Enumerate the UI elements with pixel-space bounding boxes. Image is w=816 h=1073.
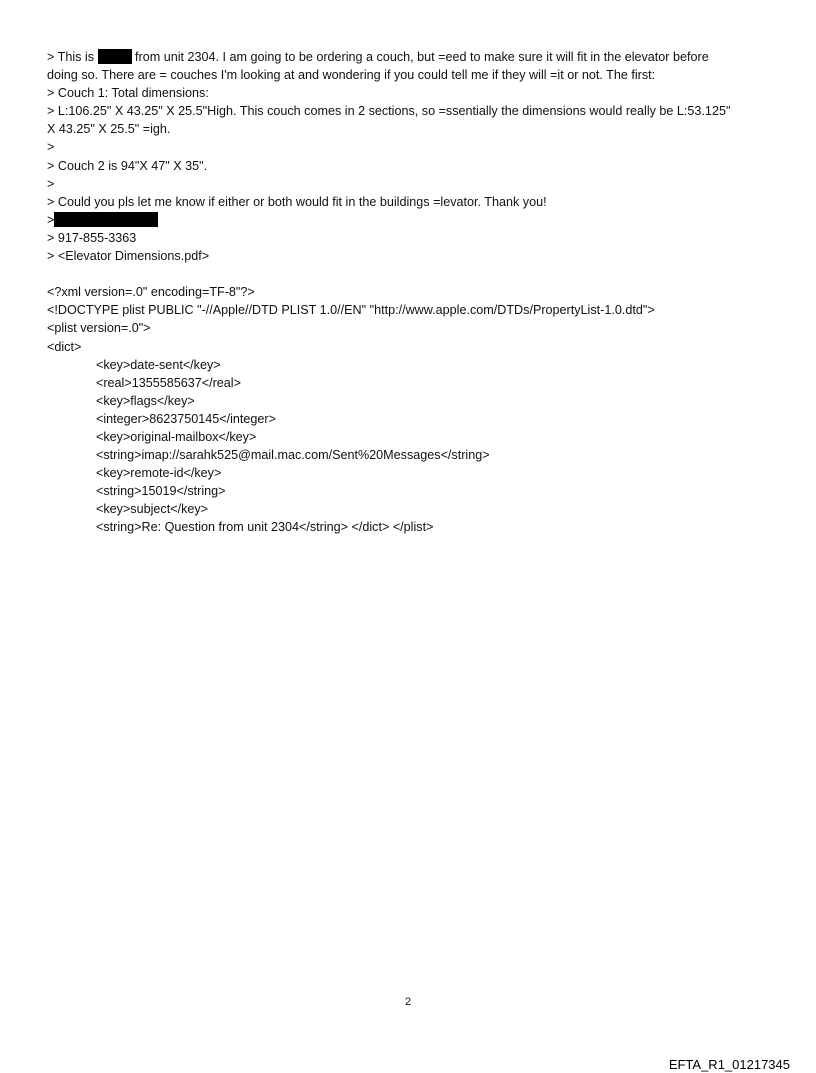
redaction-box bbox=[54, 212, 158, 227]
quoted-line-5: X 43.25" X 25.5" =igh. bbox=[47, 122, 171, 137]
quoted-line-8: > bbox=[47, 176, 55, 191]
quoted-line-7: > Couch 2 is 94"X 47" X 35". bbox=[47, 158, 208, 173]
plist-entry: <real>1355585637</real> bbox=[96, 375, 241, 390]
plist-entry: <key>date-sent</key> bbox=[96, 357, 221, 372]
plist-entry: <string>15019</string> bbox=[96, 484, 226, 499]
document-id-stamp: EFTA_R1_01217345 bbox=[668, 1057, 790, 1072]
page-number: 2 bbox=[404, 996, 412, 1008]
plist-entry: <key>subject</key> bbox=[96, 502, 209, 517]
plist-entry: <string>imap://sarahk525@mail.mac.com/Sent%20Messages</string> bbox=[96, 448, 490, 463]
quoted-line-1 bbox=[47, 48, 777, 66]
quoted-line-4: > L:106.25" X 43.25" X 25.5"High. This couch comes in 2 sections, so =ssentially the dimensions would really be L:53.125" bbox=[47, 104, 731, 119]
plist-entry: <string>Re: Question from unit 2304</string> </dict> </plist> bbox=[96, 520, 434, 535]
spacer bbox=[47, 265, 777, 283]
email-body bbox=[47, 48, 777, 537]
quoted-line-3: > Couch 1: Total dimensions: bbox=[47, 86, 209, 101]
plist-entry: <key>remote-id</key> bbox=[96, 466, 222, 481]
quoted-line-9: > Could you pls let me know if either or both would fit in the buildings =levator. Thank you! bbox=[47, 194, 547, 209]
quoted-line-11: > 917-855-3363 bbox=[47, 230, 137, 245]
quoted-line-6: > bbox=[47, 140, 55, 155]
redaction-box bbox=[98, 49, 132, 64]
plist-entry: <key>original-mailbox</key> bbox=[96, 429, 257, 444]
quoted-line-2: doing so. There are = couches I'm looking at and wondering if you could tell me if they will =it or not. The first: bbox=[47, 68, 656, 83]
quoted-text: > bbox=[47, 212, 55, 227]
quoted-line-10 bbox=[47, 211, 777, 229]
dict-open-tag: <dict> bbox=[47, 339, 82, 354]
plist-entry: <key>flags</key> bbox=[96, 393, 195, 408]
quoted-text: from unit 2304. I am going to be ordering a couch, but =eed to make sure it will fit in the elevator before bbox=[131, 50, 709, 64]
quoted-line-12: > <Elevator Dimensions.pdf> bbox=[47, 249, 210, 264]
plist-open-tag: <plist version=.0"> bbox=[47, 321, 151, 336]
plist-entry: <integer>8623750145</integer> bbox=[96, 411, 276, 426]
plist-doctype: <!DOCTYPE plist PUBLIC "-//Apple//DTD PLIST 1.0//EN" "http://www.apple.com/DTDs/PropertyList-1.0.dtd"> bbox=[47, 303, 655, 318]
quoted-text: > This is bbox=[47, 50, 98, 64]
plist-xml-declaration: <?xml version=.0" encoding=TF-8"?> bbox=[47, 285, 255, 300]
